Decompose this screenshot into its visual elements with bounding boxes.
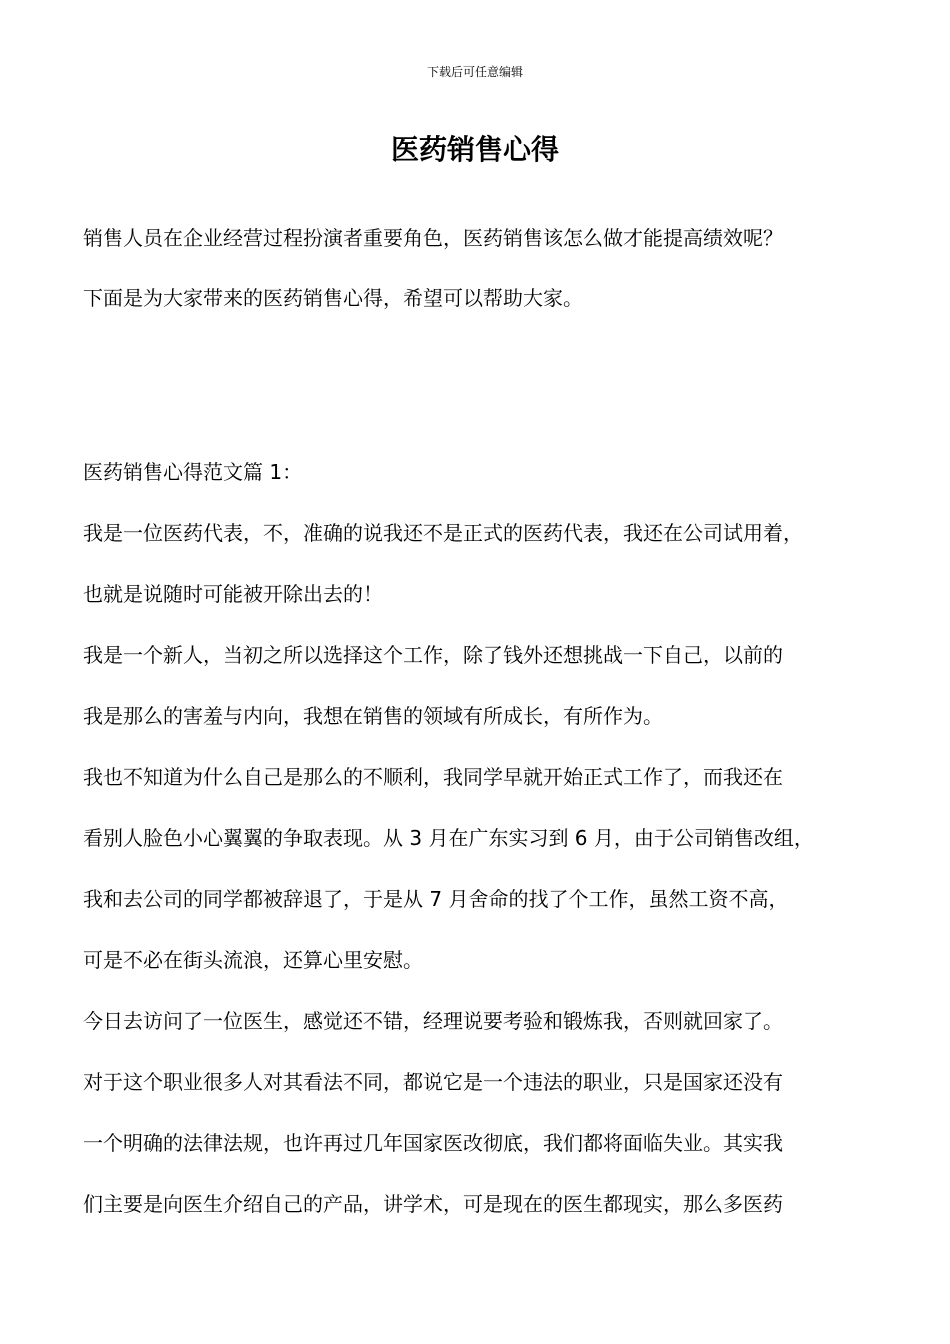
intro-line-2: 下面是为大家带来的医药销售心得，希望可以帮助大家。 [83, 286, 583, 310]
paragraph-line: 一个明确的法律法规，也许再过几年国家医改彻底，我们都将面临失业。其实我 [83, 1131, 783, 1155]
paragraph-line: 可是不必在街头流浪，还算心里安慰。 [83, 948, 423, 972]
paragraph-line: 我是一个新人，当初之所以选择这个工作，除了钱外还想挑战一下自己，以前的 [83, 643, 783, 667]
section-heading: 医药销售心得范文篇 1： [83, 460, 303, 484]
paragraph-line: 们主要是向医生介绍自己的产品，讲学术，可是现在的医生都现实，那么多医药 [83, 1192, 783, 1216]
paragraph-line: 也就是说随时可能被开除出去的！ [83, 582, 383, 606]
paragraph-line: 对于这个职业很多人对其看法不同，都说它是一个违法的职业，只是国家还没有 [83, 1070, 783, 1094]
intro-line-1: 销售人员在企业经营过程扮演者重要角色，医药销售该怎么做才能提高绩效呢？ [83, 226, 783, 250]
paragraph-line: 看别人脸色小心翼翼的争取表现。从 3 月在广东实习到 6 月，由于公司销售改组， [83, 826, 814, 850]
paragraph-line: 我是那么的害羞与内向，我想在销售的领域有所成长，有所作为。 [83, 704, 663, 728]
paragraph-line: 我是一位医药代表，不，准确的说我还不是正式的医药代表，我还在公司试用着， [83, 521, 803, 545]
paragraph-line: 我和去公司的同学都被辞退了，于是从 7 月舍命的找了个工作，虽然工资不高， [83, 887, 789, 911]
header-note: 下载后可任意编辑 [426, 65, 523, 79]
paragraph-line: 今日去访问了一位医生，感觉还不错，经理说要考验和锻炼我，否则就回家了。 [83, 1009, 783, 1033]
document-title: 医药销售心得 [390, 133, 559, 166]
paragraph-line: 我也不知道为什么自己是那么的不顺利，我同学早就开始正式工作了，而我还在 [83, 765, 783, 789]
